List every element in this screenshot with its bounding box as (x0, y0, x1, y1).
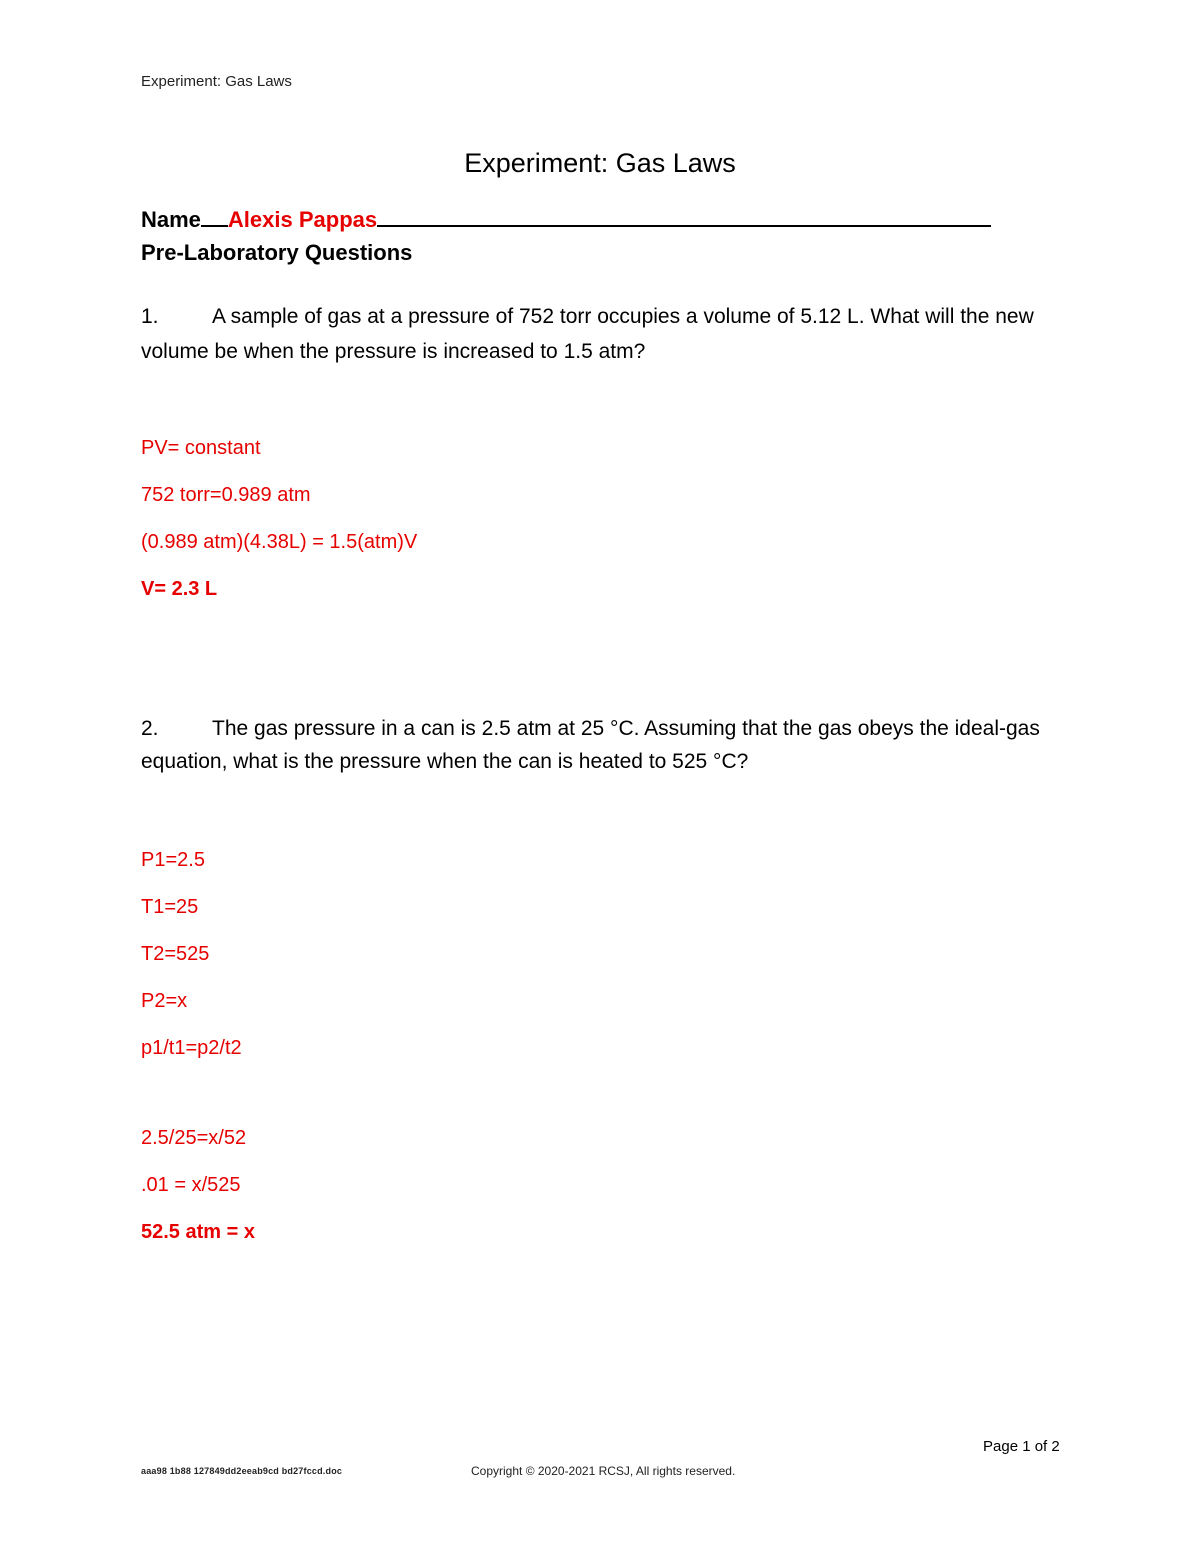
answer-line: 752 torr=0.989 atm (141, 484, 311, 506)
question-1 (141, 305, 1034, 329)
name-label: Name (141, 207, 201, 232)
copyright-notice: Copyright © 2020-2021 RCSJ, All rights reserved. (471, 1464, 736, 1478)
name-field (141, 203, 991, 233)
answer-line: .01 = x/525 (141, 1174, 241, 1196)
section-heading: Pre-Laboratory Questions (141, 240, 413, 265)
student-name: Alexis Pappas (227, 207, 378, 232)
name-underline (377, 203, 991, 227)
answer-line: T2=525 (141, 943, 210, 965)
answer-line: 2.5/25=x/52 (141, 1127, 247, 1149)
running-header: Experiment: Gas Laws (141, 73, 292, 90)
answer-line: P2=x (141, 990, 188, 1012)
question-2-continued: equation, what is the pressure when the can is heated to 525 °C? (141, 750, 749, 773)
document-id: aaa98 1b88 127849dd2eeab9cd bd27fccd.doc (141, 1466, 343, 1476)
question-1-continued: volume be when the pressure is increased to 1.5 atm? (141, 340, 646, 363)
page-number: Page 1 of 2 (983, 1438, 1060, 1455)
question-number: 2. (141, 717, 159, 740)
final-answer: V= 2.3 L (141, 578, 218, 600)
answer-line: p1/t1=p2/t2 (141, 1037, 242, 1059)
question-text: A sample of gas at a pressure of 752 torr occupies a volume of 5.12 L. What will the new (212, 305, 1034, 328)
final-answer: 52.5 atm = x (141, 1221, 255, 1243)
answer-line: T1=25 (141, 896, 199, 918)
question-number: 1. (141, 305, 159, 328)
answer-line: P1=2.5 (141, 849, 205, 871)
question-text: The gas pressure in a can is 2.5 atm at 25 °C. Assuming that the gas obeys the ideal-gas (212, 717, 1040, 740)
answer-line: (0.989 atm)(4.38L) = 1.5(atm)V (141, 531, 418, 553)
question-2 (141, 717, 1040, 741)
answer-line: PV= constant (141, 437, 261, 459)
document-title: Experiment: Gas Laws (464, 148, 736, 178)
name-underline-lead (201, 203, 228, 227)
